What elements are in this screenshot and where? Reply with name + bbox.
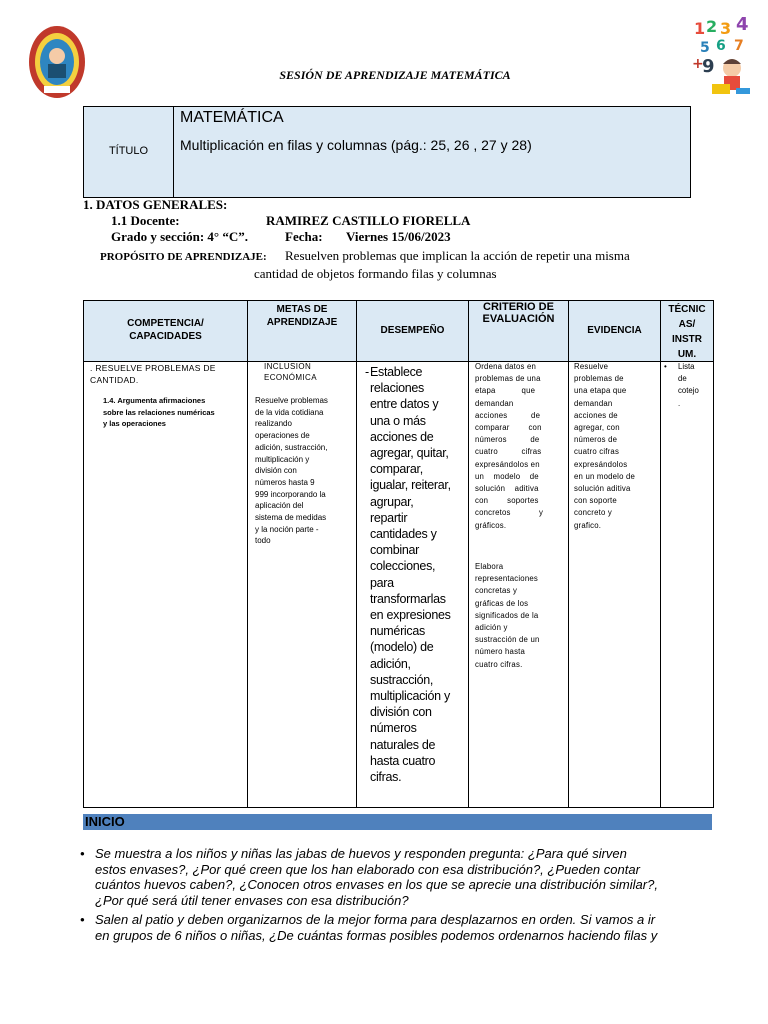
session-topic: Multiplicación en filas y columnas (pág.: 25, 26 , 27 y 28)	[180, 137, 532, 153]
metas-text	[255, 395, 355, 547]
svg-text:7: 7	[734, 38, 744, 54]
metas-line: sistema de medidas	[255, 513, 327, 523]
criterio-line: sustracción de un	[475, 635, 540, 645]
evidencia-line: números de	[574, 435, 618, 445]
criterio-line: número hasta	[475, 647, 526, 657]
desempeno-line: naturales de	[370, 737, 436, 752]
desempeno-line: agregar, quitar,	[370, 446, 449, 461]
header-criterio: CRITERIO DE EVALUACIÓN	[482, 301, 555, 325]
desempeno-line: sustracción,	[370, 672, 434, 687]
purpose-line-2: cantidad de objetos formando filas y columnas	[254, 266, 497, 281]
bullet-1-icon: •	[80, 846, 85, 861]
metas-line: de la vida cotidiana	[255, 407, 324, 417]
desempeno-line: una o más	[370, 413, 426, 428]
desempeno-line: números	[370, 721, 417, 736]
metas-line: y la noción parte -	[255, 524, 319, 534]
inicio-line: en grupos de 6 niños o niñas, ¿De cuántas formas posibles podemos ordenarnos haciendo filas y	[95, 927, 658, 943]
criterio-line: demandan	[475, 398, 514, 408]
svg-text:5: 5	[700, 40, 710, 56]
competencia-text: . RESUELVE PROBLEMAS DE CANTIDAD.	[90, 363, 216, 385]
header-metas: METAS DE APRENDIZAJE	[266, 304, 338, 328]
title-label-cell	[84, 107, 174, 197]
tecnicas-line: .	[678, 398, 681, 408]
header-competencia: COMPETENCIA/ CAPACIDADES	[127, 318, 204, 342]
criterio-line: concretos y	[475, 508, 544, 518]
metas-title: INCLUSION ECONÓMICA	[264, 362, 317, 382]
evidencia-line: problemas de	[574, 374, 624, 384]
criterio-line: con soportes	[475, 496, 539, 506]
desempeno-line: combinar	[370, 543, 420, 558]
date-value: Viernes 15/06/2023	[346, 229, 451, 244]
criterio-line: representaciones	[475, 574, 539, 584]
criterio-line: Ordena datos en	[475, 362, 537, 371]
desempeno-line: (modelo) de	[370, 640, 434, 655]
teacher-label: 1.1 Docente:	[111, 213, 180, 228]
evidencia-line: grafico.	[574, 520, 602, 530]
evidencia-line: con soporte	[574, 496, 617, 506]
criterio-line: un modelo de	[475, 471, 539, 481]
inicio-line: cuántos huevos caben?, ¿Conocen otros envases en los que se aprecie una distribución similar?,	[95, 877, 658, 892]
evidencia-line: agregar, con	[574, 423, 620, 433]
desempeno-line: transformarlas	[370, 591, 446, 606]
metas-line: operaciones de	[255, 431, 310, 441]
svg-text:1: 1	[694, 19, 706, 38]
inicio-item-1	[95, 846, 715, 908]
criterio-line: expresándolos en	[475, 459, 540, 469]
inicio-line: Se muestra a los niños y niñas las jabas de huevos y responden pregunta: ¿Para qué sirven	[95, 846, 627, 861]
inicio-heading-bar	[83, 814, 712, 830]
purpose-label: PROPÓSITO DE APRENDIZAJE:	[100, 251, 267, 263]
desempeno-line: relaciones	[370, 381, 424, 396]
desempeno-line: multiplicación y	[370, 689, 450, 704]
evidencia-line: expresándolos	[574, 459, 628, 469]
criterio-line: cuatro cifras	[475, 447, 542, 457]
desempeno-line: adición,	[370, 656, 411, 671]
criterio-line: gráficos.	[475, 520, 507, 530]
inicio-line: Salen al patio y deben organizarnos de la mejor forma para desplazarnos en orden. Si vamos a ir	[95, 912, 656, 927]
svg-text:9: 9	[702, 56, 715, 77]
desempeno-line: colecciones,	[370, 559, 436, 574]
tecnicas-bullet: •	[664, 362, 667, 371]
criterio-line: significados de la	[475, 610, 539, 620]
subject-name: MATEMÁTICA	[180, 109, 284, 126]
criterio-line: Elabora	[475, 562, 504, 571]
desempeno-line: acciones de	[370, 429, 434, 444]
evidencia-line: en un modelo de	[574, 471, 636, 481]
header-desempeno: DESEMPEÑO	[380, 325, 445, 336]
criterio-line: adición y	[475, 623, 508, 633]
tecnicas-line: cotejo	[678, 386, 699, 396]
evidencia-line: demandan	[574, 398, 613, 408]
evidencia-line: solución aditiva	[574, 484, 631, 494]
title-label: TÍTULO	[108, 145, 149, 157]
grade-label: Grado y sección: 4° “C”.	[111, 229, 248, 244]
desempeno-line: repartir	[370, 510, 408, 525]
desempeno-line: para	[370, 575, 394, 590]
teacher-name: RAMIREZ CASTILLO FIORELLA	[266, 213, 471, 228]
metas-line: 999 incorporando la	[255, 489, 326, 499]
evidencia-line: acciones de	[574, 410, 618, 420]
criterio-line: cuatro cifras.	[475, 659, 523, 669]
child-with-numbers-icon	[690, 14, 756, 100]
date-label: Fecha:	[285, 229, 323, 244]
tecnicas-line: Lista	[678, 362, 695, 371]
criterio-line: solución aditiva	[475, 484, 539, 494]
metas-line: todo	[255, 536, 271, 546]
desempeno-text	[370, 364, 466, 785]
inicio-heading: INICIO	[85, 814, 125, 829]
desempeno-line: agrupar,	[370, 494, 414, 509]
metas-line: adición, sustracción,	[255, 442, 328, 452]
criterio-line: acciones de	[475, 410, 541, 420]
school-crest-icon	[28, 24, 86, 100]
metas-line: división con	[255, 466, 297, 476]
evidencia-text	[574, 361, 660, 532]
capacidad-text: 1.4. Argumenta afirmaciones sobre las relaciones numéricas y las operaciones	[103, 396, 215, 428]
evidencia-line: una etapa que	[574, 386, 627, 396]
page-title: SESIÓN DE APRENDIZAJE MATEMÁTICA	[279, 68, 511, 82]
criterio-line: comparar con	[475, 423, 542, 433]
general-heading: 1. DATOS GENERALES:	[83, 197, 228, 212]
inicio-line: ¿Por qué será útil tener envases con esa distribución?	[95, 892, 409, 908]
header-evidencia: EVIDENCIA	[587, 325, 642, 336]
svg-text:2: 2	[706, 17, 718, 36]
criterio-line: etapa que	[475, 386, 536, 396]
svg-text:6: 6	[716, 38, 726, 54]
evidencia-line: concreto y	[574, 508, 612, 518]
title-box	[83, 106, 691, 198]
metas-line: multiplicación y	[255, 454, 310, 464]
evidencia-line: Resuelve	[574, 362, 609, 371]
criterio-line: gráficas de los	[475, 598, 529, 608]
desempeno-line: Establece	[370, 365, 423, 379]
criterio-line: números de	[475, 435, 540, 445]
bullet-2-icon: •	[80, 912, 85, 927]
inicio-item-2	[95, 912, 715, 943]
header-tecnicas: TÉCNIC AS/ INSTR UM.	[668, 304, 706, 360]
desempeno-line: división con	[370, 705, 432, 720]
criterio-1-text	[475, 361, 562, 532]
evidencia-line: cuatro cifras	[574, 447, 620, 457]
desempeno-line: entre datos y	[370, 397, 439, 412]
svg-text:4: 4	[736, 14, 749, 35]
desempeno-line: igualar, reiterar,	[370, 478, 451, 493]
competencies-table	[83, 300, 714, 808]
metas-line: realizando	[255, 419, 292, 429]
desempeno-line: cifras.	[370, 770, 402, 785]
metas-line: Resuelve problemas	[255, 396, 328, 405]
criterio-line: concretas y	[475, 586, 518, 596]
desempeno-line: comparar,	[370, 462, 423, 477]
desempeno-line: cantidades y	[370, 527, 437, 542]
svg-text:3: 3	[720, 19, 732, 38]
criterio-2-text	[475, 561, 565, 671]
svg-text:+: +	[692, 56, 704, 72]
desempeno-line: en expresiones	[370, 608, 451, 623]
purpose-line-1: Resuelven problemas que implican la acción de repetir una misma	[285, 248, 630, 263]
tecnicas-line: de	[678, 374, 687, 384]
desempeno-line: hasta cuatro	[370, 753, 436, 768]
desempeno-line: numéricas	[370, 624, 425, 639]
tecnicas-text	[678, 361, 712, 410]
metas-line: números hasta 9	[255, 477, 315, 487]
inicio-line: estos envases?, ¿Por qué creen que los han elaborado con esa distribución?, ¿Pueden contar	[95, 861, 640, 877]
criterio-line: problemas de una	[475, 374, 541, 384]
desempeno-dash: -	[365, 365, 370, 379]
metas-line: aplicación del	[255, 501, 304, 511]
